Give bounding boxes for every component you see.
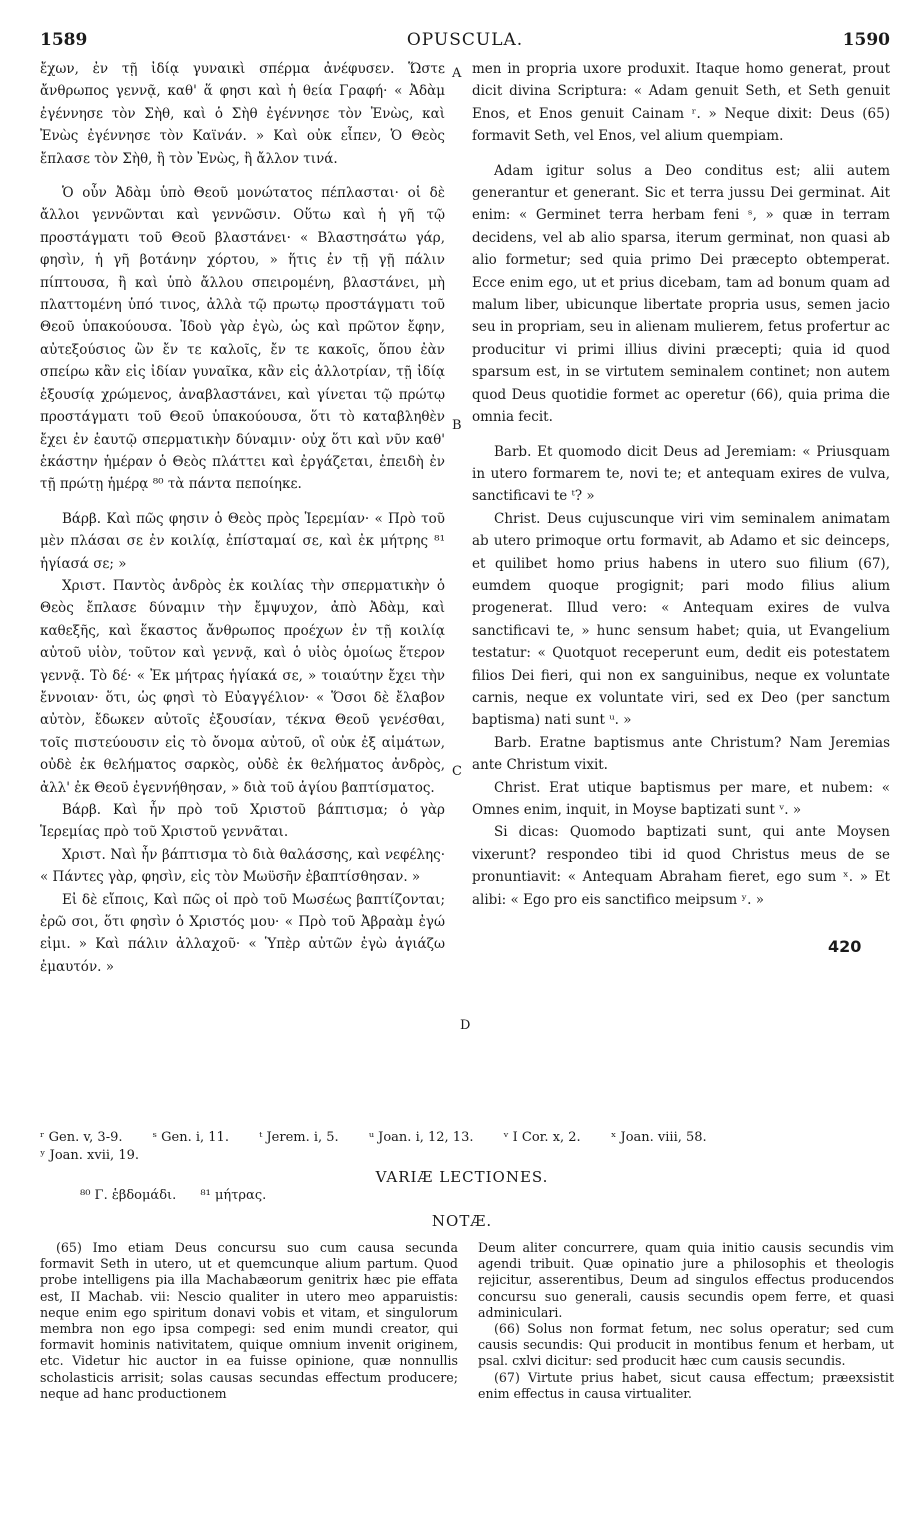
latin-paragraph: Barb. Et quomodo dicit Deus ad Jeremiam: « Priusquam in utero formarem te, novi te; et antequam exires de vulva, sanctificavi te ᵗ? » bbox=[472, 443, 890, 505]
latin-column bbox=[472, 58, 890, 911]
latin-paragraph: Christ. Erat utique baptismus per mare, et nubem: « Omnes enim, inquit, in Moyse baptizati sunt ᵛ. » bbox=[472, 779, 890, 818]
column-number: 420 bbox=[828, 937, 862, 956]
scripture-ref: ᵗ Jerem. i, 5. bbox=[259, 1130, 339, 1145]
greek-paragraph: ἔχων, ἐν τῇ ἰδίᾳ γυναικὶ σπέρμα ἀνέφυσεν. Ὥστε ἄνθρωπος γεννᾷ, καθ' ἅ φησι καὶ ἡ θεία Γραφή· « Ἀδὰμ ἐγέννησε τὸν Σὴθ, καὶ ὁ Σὴθ ἐγέννησε τὸν Ἐνὼς, καὶ Ἐνὼς ἐγέννησε τὸν Καϊνάν. » Καὶ οὐκ εἶπεν, Ὁ Θεὸς ἔπλασε τὸν Σὴθ, ἢ τὸν Ἐνὼς, ἢ ἄλλον τινά. bbox=[40, 61, 445, 167]
note: (66) Solus non format fetum, nec solus operatur; sed cum causis secundis: Qui producit in montibus fenum et herbam, ut psal. cxlvi dicitur: sed producit hæc cum causis secundis. bbox=[478, 1321, 894, 1369]
scripture-ref: ˢ Gen. i, 11. bbox=[152, 1130, 229, 1145]
greek-paragraph: Βάρβ. Καὶ πῶς φησιν ὁ Θεὸς πρὸς Ἱερεμίαν· « Πρὸ τοῦ μὲν πλάσαι σε ἐν κοιλίᾳ, ἐπίσταμαί σε, καὶ ἐκ μήτρης ⁸¹ ἡγίασά σε; » bbox=[40, 510, 445, 572]
latin-paragraph: Christ. Deus cujuscunque viri vim seminalem animatam ab utero primoque ortu formavit, ab Adamo et sic deinceps, et quilibet homo prius habens in utero suo filium (67), eumdem quoque progignit; pari modo filius alium progenerat. Illud vero: « Antequam exires de vulva sanctificavi te, » hunc sensum habet; quia, ut Evangelium testatur: « Quotquot receperunt eum, dedit eis potestatem filios Dei fieri, qui non ex sanguinibus, neque ex voluntate carnis, neque ex voluntate viri, sed ex Deo (per sanctum baptisma) nati sunt ᵘ. » bbox=[472, 510, 890, 729]
scripture-ref: ᵘ Joan. i, 12, 13. bbox=[368, 1130, 474, 1145]
note: Deum aliter concurrere, quam quia initio causis secundis vim agendi tribuit. Quæ opinatio jure a philosophis et theologis rejicitur, asserentibus, Deum ad singulos effectus producendos concursu suo generali, causis secundis opem ferre, et quasi adminiculari. bbox=[478, 1240, 894, 1320]
notes-right-column bbox=[478, 1240, 894, 1402]
greek-paragraph: Εἰ δὲ εἴποις, Καὶ πῶς οἱ πρὸ τοῦ Μωσέως βαπτίζονται; ἐρῶ σοι, ὅτι φησὶν ὁ Χριστός μου· « Πρὸ τοῦ Ἀβραὰμ ἐγώ εἰμι. » Καὶ πάλιν ἀλλαχοῦ· « Ὑπὲρ αὐτῶν ἐγὼ ἁγιάζω ἐμαυτόν. » bbox=[40, 891, 445, 975]
greek-paragraph: Χριστ. Ναὶ ἦν βάπτισμα τὸ διὰ θαλάσσης, καὶ νεφέλης· « Πάντες γὰρ, φησὶν, εἰς τὸν Μωϋσῆν ἐβαπτίσθησαν. » bbox=[40, 846, 445, 886]
margin-letter-b: B bbox=[452, 418, 462, 433]
greek-column bbox=[40, 58, 445, 978]
scripture-references bbox=[40, 1130, 900, 1145]
latin-paragraph: men in propria uxore produxit. Itaque homo generat, prout dicit divina Scriptura: « Adam genuit Seth, et Seth genuit Enos, et Enos genuit Cainam ʳ. » Neque dixit: Deus (65) formavit Seth, vel Enos, vel alium quempiam. bbox=[472, 61, 890, 145]
scripture-references-line-2 bbox=[40, 1148, 900, 1163]
greek-paragraph: Ὁ οὖν Ἀδὰμ ὑπὸ Θεοῦ μονώτατος πέπλασται· οἱ δὲ ἄλλοι γεννῶνται καὶ γεννῶσιν. Οὕτω καὶ ἡ γῆ τῷ προστάγματι τοῦ Θεοῦ βλαστάνει· « Βλαστησάτω γάρ, φησὶν, ἡ γῆ βοτάνην χόρτου, » ἥτις ἐν τῇ γῇ πάλιν πίπτουσα, ἢ καὶ ὑπὸ ἄλλου σπειρομένη, βλαστάνει, μὴ πλαττομένη ὑπό τινος, ἀλλὰ τῷ πρωτῳ προστάγματι τοῦ Θεοῦ ὑπακούουσα. Ἰδοὺ γὰρ ἐγὼ, ὡς καὶ πρῶτον ἔφην, αὐτεξούσιος ὢν ἔν τε καλοῖς, ἔν τε κακοῖς, ὅπου ἐὰν σπείρω κἂν εἰς ἰδίαν γυναῖκα, κἂν εἰς ἀλλοτρίαν, τῇ ἰδίᾳ ἐξουσίᾳ χρώμενος, ἀναβλαστάνει, καὶ γίνεται τῷ πρώτῳ προστάγματι τοῦ Θεοῦ ὑπακούουσα, ὅτι τὸ καταβληθὲν ἔχει ἐν ἑαυτῷ σπερματικὴν δύναμιν· οὐχ ὅτι καὶ νῦν καθ' ἑκάστην ἡμέραν ὁ Θεὸς πλάττει καὶ ἐργάζεται, ἐπειδὴ ἐν τῇ πρώτῃ ἡμέρᾳ ⁸⁰ τὰ πάντα πεποίηκε. bbox=[40, 185, 445, 493]
greek-paragraph: Χριστ. Παντὸς ἀνδρὸς ἐκ κοιλίας τὴν σπερματικὴν ὁ Θεὸς ἔπλασε δύναμιν τὴν ἔμψυχον, ἀπὸ Ἀδὰμ, καὶ καθεξῆς, καὶ ἕκαστος ἄνθρωπος προέχων ἐν τῇ κοιλίᾳ αὐτοῦ υἱὸν, τοῦτον καὶ γεννᾷ, καὶ ὁ υἱὸς ὁμοίως ἕτερον γεννᾷ. Τὸ δέ· « Ἐκ μήτρας ἡγίακά σε, » τοιαύτην ἔχει τὴν ἔννοιαν· ὅτι, ὡς φησὶ τὸ Εὐαγγέλιον· « Ὅσοι δὲ ἔλαβον αὐτὸν, ἔδωκεν αὐτοῖς ἐξουσίαν, τέκνα Θεοῦ γενέσθαι, τοῖς πιστεύουσιν εἰς τὸ ὄνομα αὐτοῦ, οἳ οὐκ ἐξ αἱμάτων, οὐδὲ ἐκ θελήματος σαρκὸς, οὐδὲ ἐκ θελήματος ἀνδρὸς, ἀλλ' ἐκ Θεοῦ ἐγεννήθησαν, » διὰ τοῦ ἁγίου βαπτίσματος. bbox=[40, 577, 445, 796]
scripture-ref: ˣ Joan. viii, 58. bbox=[610, 1130, 707, 1145]
latin-paragraph: Adam igitur solus a Deo conditus est; alii autem generantur et generant. Sic et terra jussu Dei germinat. Ait enim: « Germinet terra herbam feni ˢ, » quæ in terram decidens, vel ab alio sparsa, iterum germinat, non quasi ab alio formetur; sed quia primo Dei præcepto obtemperat. Ecce enim ego, ut et prius dicebam, tam ad bonum quam ad malum liber, ubicunque libertate propria usus, semen jacio seu in propriam, seu in alienam mulierem, fetus profertur ac producitur vi primi illius divini præcepti; quia id quod sparsum est, in se virtutem seminalem continet; non autem quod Deus quotidie formet ac operetur (66), quia prima die omnia fecit. bbox=[472, 162, 890, 426]
notae-heading: NOTÆ. bbox=[431, 1212, 493, 1230]
margin-letter-a: A bbox=[452, 66, 462, 81]
running-title: OPUSCULA. bbox=[406, 30, 524, 50]
margin-letter-c: C bbox=[452, 764, 462, 779]
scripture-ref: ʸ Joan. xvii, 19. bbox=[40, 1148, 139, 1163]
page-number-left: 1589 bbox=[40, 30, 88, 50]
note: (67) Virtute prius habet, sicut causa effectum; præexsistit enim effectus in causa virtualiter. bbox=[478, 1369, 894, 1401]
greek-paragraph: Βάρβ. Καὶ ἦν πρὸ τοῦ Χριστοῦ βάπτισμα; ὁ γὰρ Ἱερεμίας πρὸ τοῦ Χριστοῦ γεννᾶται. bbox=[40, 802, 445, 841]
scripture-ref: ᵛ I Cor. x, 2. bbox=[503, 1130, 581, 1145]
notes-left-column bbox=[40, 1240, 458, 1402]
variant-reading: ⁸¹ μήτρας. bbox=[200, 1188, 267, 1203]
variant-reading: ⁸⁰ Γ. ἑβδομάδι. bbox=[80, 1188, 177, 1203]
page-number-right: 1590 bbox=[842, 30, 890, 50]
latin-paragraph: Si dicas: Quomodo baptizati sunt, qui ante Moysen vixerunt? respondeo tibi id quod Christus meus de se pronuntiavit: « Antequam Abraham fieret, ego sum ˣ. » Et alibi: « Ego pro eis sanctifico meipsum ʸ. » bbox=[472, 824, 890, 908]
variae-lectiones-heading: VARIÆ LECTIONES. bbox=[375, 1168, 549, 1186]
page-header bbox=[40, 30, 890, 56]
note: (65) Imo etiam Deus concursu suo cum causa secunda formavit Seth in utero, ut et quemcunque alium partum. Quod probe intelligens pia illa Machabæorum genitrix hæc pie effata est, II Machab. vii: Nescio qualiter in utero meo apparuistis: neque enim ego spiritum donavi vobis et vitam, et singulorum membra non ego ipsa compegi: sed enim mundi creator, qui formavit hominis nativitatem, quique omnium invenit originem, etc. Videtur hic auctor in ea fuisse opinione, quæ nonnullis scholasticis arrisit; solas causas secundas effectum producere; neque ad hanc productionem bbox=[40, 1240, 458, 1401]
margin-letter-d: D bbox=[460, 1018, 471, 1033]
scripture-ref: ʳ Gen. v, 3-9. bbox=[40, 1130, 123, 1145]
latin-paragraph: Barb. Eratne baptismus ante Christum? Nam Jeremias ante Christum vixit. bbox=[472, 734, 890, 774]
variae-lectiones bbox=[80, 1188, 286, 1203]
